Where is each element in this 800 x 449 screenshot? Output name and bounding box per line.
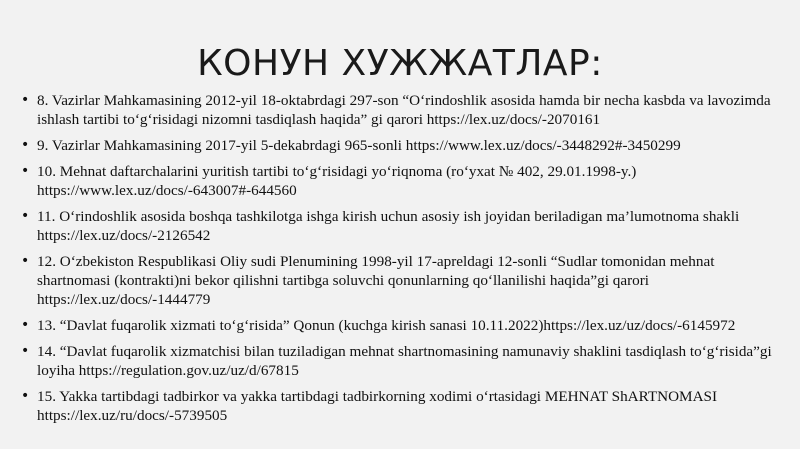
- document-list: [20, 91, 790, 432]
- list-item-text: 14. “Davlat fuqarolik xizmatchisi bilan tuziladigan mehnat shartnomasining namunaviy shaklini tasdiqlash to‘g‘risida”gi loyiha https://regulation.gov.uz/uz/d/67815: [37, 343, 772, 379]
- bullet-icon: •: [21, 253, 30, 269]
- list-item: [20, 136, 790, 155]
- slide-title: КОНУН ХУЖЖАТЛАР:: [197, 43, 603, 84]
- list-item-text: 9. Vazirlar Mahkamasining 2017-yil 5-dekabrdagi 965-sonli https://www.lex.uz/docs/-3448292#-3450299: [37, 137, 681, 154]
- bullet-icon: •: [21, 92, 30, 108]
- bullet-icon: •: [21, 343, 30, 359]
- list-item: [20, 316, 790, 335]
- bullet-icon: •: [21, 208, 30, 224]
- list-item: [20, 207, 790, 245]
- bullet-icon: •: [21, 163, 30, 179]
- list-item: [20, 252, 790, 309]
- list-item: [20, 342, 790, 380]
- list-item: [20, 387, 790, 425]
- list-item-text: 13. “Davlat fuqarolik xizmati to‘g‘risida” Qonun (kuchga kirish sanasi 10.11.2022)https://lex.uz/uz/docs/-6145972: [37, 317, 736, 334]
- list-item-text: 11. O‘rindoshlik asosida boshqa tashkilotga ishga kirish uchun asosiy ish joyidan beriladigan ma’lumotnoma shakli https://lex.uz/docs/-2126542: [37, 208, 740, 244]
- bullet-icon: •: [21, 317, 30, 333]
- list-item-text: 12. O‘zbekiston Respublikasi Oliy sudi Plenumining 1998-yil 17-apreldagi 12-sonli “Sudlar tomonidan mehnat shartnomasi (kontrakti)ni bekor qilishni tartibga soluvchi qonunlarning qo‘llanilishi haqida”gi qarori https://lex.uz/docs/-1444779: [37, 253, 715, 308]
- list-item-text: 10. Mehnat daftarchalarini yuritish tartibi to‘g‘risidagi yo‘riqnoma (ro‘yxat № 402, 29.01.1998-y.) https://www.lex.uz/docs/-643007#-644560: [37, 163, 637, 199]
- list-item: [20, 91, 790, 129]
- list-item: [20, 162, 790, 200]
- bullet-icon: •: [21, 388, 30, 404]
- list-item-text: 8. Vazirlar Mahkamasining 2012-yil 18-oktabrdagi 297-son “O‘rindoshlik asosida hamda bir necha kasbda va lavozimda ishlash tartibi to‘g‘risidagi nizomni tasdiqlash haqida” gi qarori https://lex.uz/docs/-2070161: [37, 92, 771, 128]
- bullet-icon: •: [21, 137, 30, 153]
- list-item-text: 15. Yakka tartibdagi tadbirkor va yakka tartibdagi tadbirkorning xodimi o‘rtasidagi MEHNAT ShARTNOMASI https://lex.uz/ru/docs/-5739505: [37, 388, 718, 424]
